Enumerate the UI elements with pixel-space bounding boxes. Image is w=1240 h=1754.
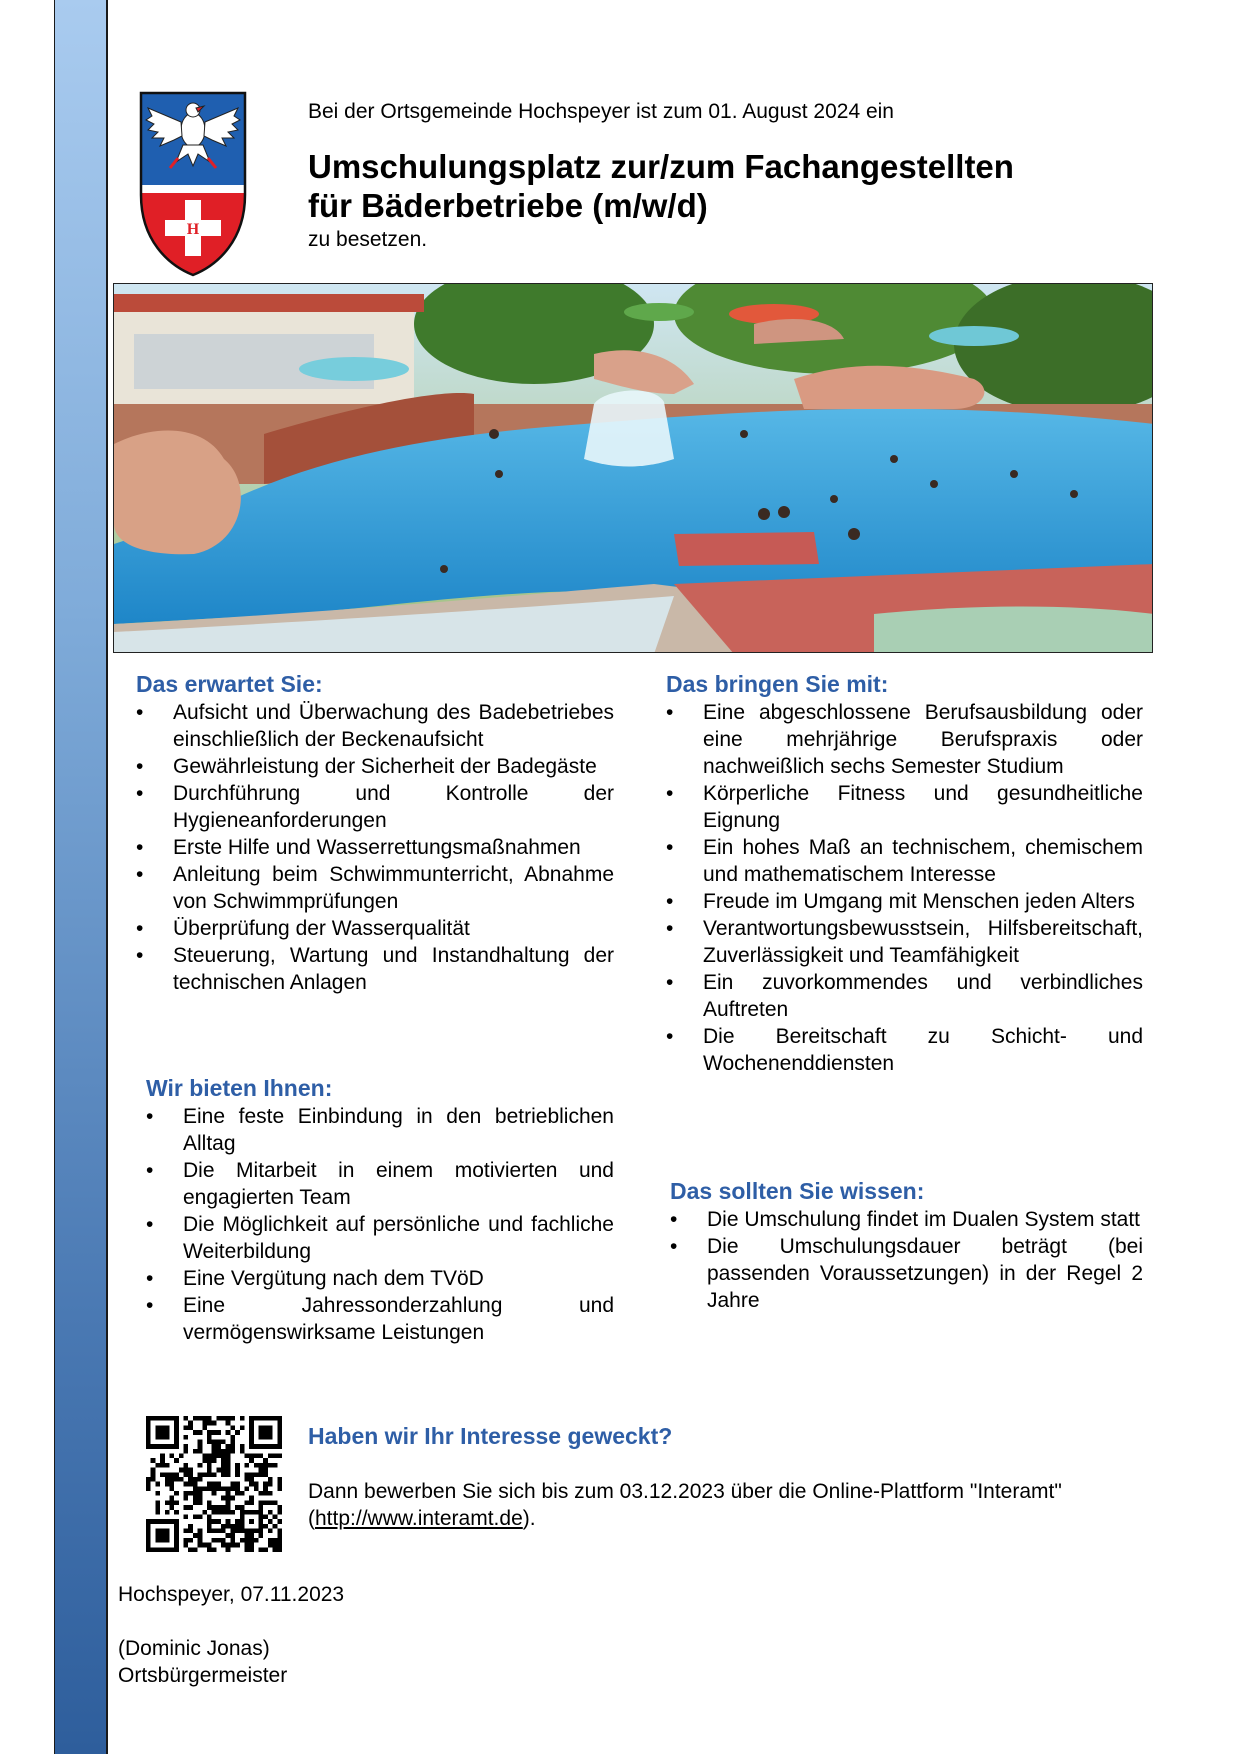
cta-text-before: Dann bewerben Sie sich bis zum 03.12.2023 über die Online-Plattform "Interamt" ( — [308, 1480, 1062, 1530]
list-item: • Freude im Umgang mit Menschen jeden Alters — [666, 888, 1143, 915]
qr-code[interactable] — [146, 1416, 282, 1552]
list-item: • Die Mitarbeit in einem motivierten und engagierten Team — [146, 1157, 614, 1211]
swimming-pool-photo — [113, 283, 1153, 653]
outro-text: zu besetzen. — [308, 228, 428, 251]
list-item: • Die Umschulungsdauer beträgt (bei passenden Voraussetzungen) in der Regel 2 Jahre — [670, 1233, 1143, 1314]
place-date: Hochspeyer, 07.11.2023 — [118, 1583, 345, 1606]
list-item: • Die Möglichkeit auf persönliche und fachliche Weiterbildung — [146, 1211, 614, 1265]
section-offers — [146, 1073, 614, 1346]
section-requirements — [666, 669, 1143, 1077]
title-line-2: für Bäderbetriebe (m/w/d) — [308, 187, 708, 224]
list-item: • Eine abgeschlossene Berufsausbildung oder eine mehrjährige Berufspraxis oder nachweißlich sechs Semester Studium — [666, 699, 1143, 780]
list-item: • Durchführung und Kontrolle der Hygieneanforderungen — [136, 780, 614, 834]
signer-title: Ortsbürgermeister — [118, 1664, 288, 1687]
title-line-1: Umschulungsplatz zur/zum Fachangestellten — [308, 148, 1014, 185]
section-heading: Wir bieten Ihnen: — [146, 1075, 333, 1101]
signer-name: (Dominic Jonas) — [118, 1637, 270, 1660]
list-item: • Überprüfung der Wasserqualität — [136, 915, 614, 942]
section-heading: Das bringen Sie mit: — [666, 671, 889, 697]
cta-text — [308, 1478, 1168, 1532]
list-item: • Eine Vergütung nach dem TVöD — [146, 1265, 614, 1292]
list-item: • Gewährleistung der Sicherheit der Badegäste — [136, 753, 614, 780]
list-item: • Eine Jahressonderzahlung und vermögenswirksame Leistungen — [146, 1292, 614, 1346]
list-item: • Ein zuvorkommendes und verbindliches Auftreten — [666, 969, 1143, 1023]
cta-text-after: ). — [522, 1507, 536, 1530]
list-item: • Die Umschulung findet im Dualen System statt — [670, 1206, 1143, 1233]
list-item: • Ein hohes Maß an technischem, chemischem und mathematischem Interesse — [666, 834, 1143, 888]
svg-text:H: H — [186, 221, 200, 238]
section-heading: Das sollten Sie wissen: — [670, 1178, 925, 1204]
coat-of-arms-logo — [138, 90, 248, 278]
intro-text: Bei der Ortsgemeinde Hochspeyer ist zum 01. August 2024 ein — [308, 100, 894, 123]
cta-heading: Haben wir Ihr Interesse geweckt? — [308, 1423, 673, 1449]
list-item: • Steuerung, Wartung und Instandhaltung der technischen Anlagen — [136, 942, 614, 996]
section-good-to-know — [670, 1176, 1143, 1314]
decorative-sidebar — [54, 0, 108, 1754]
list-item: • Erste Hilfe und Wasserrettungsmaßnahmen — [136, 834, 614, 861]
list-item: • Körperliche Fitness und gesundheitliche Eignung — [666, 780, 1143, 834]
list-item: • Verantwortungsbewusstsein, Hilfsbereitschaft, Zuverlässigkeit und Teamfähigkeit — [666, 915, 1143, 969]
section-expectations — [136, 669, 614, 996]
list-item: • Aufsicht und Überwachung des Badebetriebes einschließlich der Beckenaufsicht — [136, 699, 614, 753]
list-item: • Die Bereitschaft zu Schicht- und Wochenenddiensten — [666, 1023, 1143, 1077]
list-item: • Anleitung beim Schwimmunterricht, Abnahme von Schwimmprüfungen — [136, 861, 614, 915]
section-heading: Das erwartet Sie: — [136, 671, 323, 697]
list-item: • Eine feste Einbindung in den betrieblichen Alltag — [146, 1103, 614, 1157]
page-title — [308, 147, 1188, 225]
interamt-link[interactable]: http://www.interamt.de — [315, 1507, 523, 1530]
